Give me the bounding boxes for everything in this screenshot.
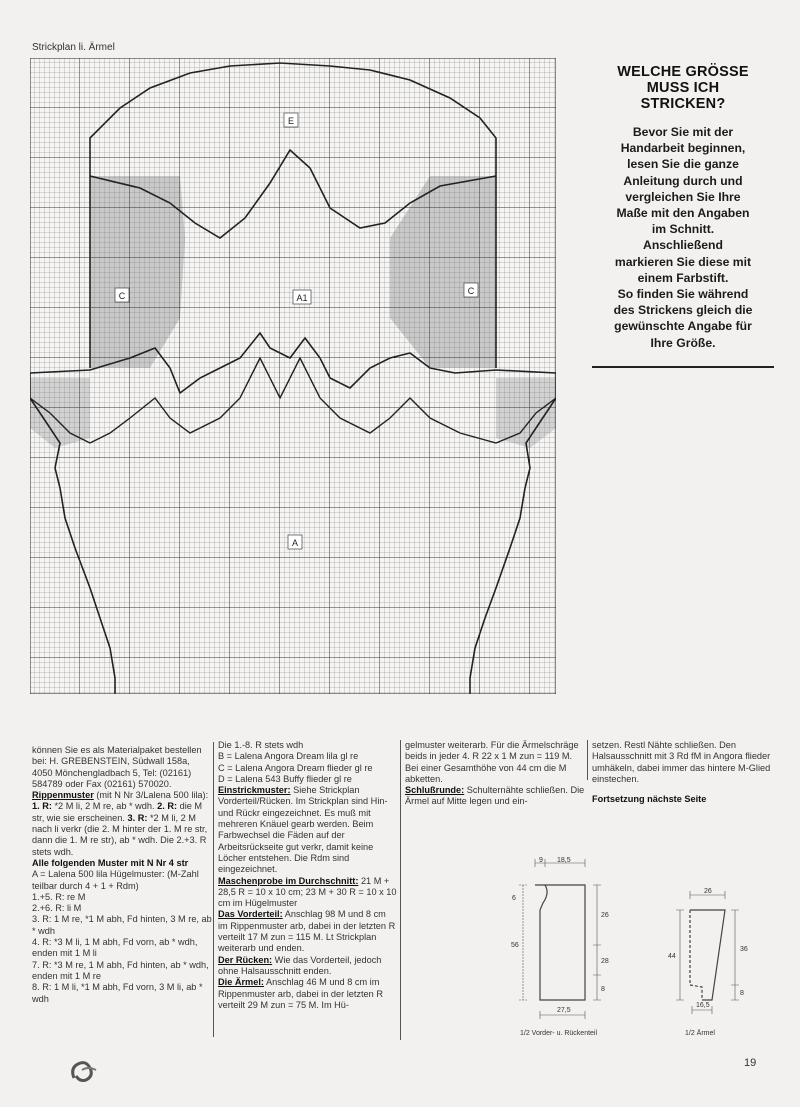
column-divider <box>400 740 401 1040</box>
dim-9: 9 <box>539 857 543 864</box>
label-e: E <box>287 116 295 126</box>
back-paragraph: Der Rücken: Wie das Vorderteil, jedoch ohne Halsausschnitt enden. <box>218 954 382 976</box>
size-info-rule <box>592 366 774 368</box>
pattern-row: 7. R: *3 M re, 1 M abh, Fd hinten, ab * wdh, enden mit 1 M re <box>32 959 209 981</box>
sleeve-dim-36: 36 <box>740 946 748 953</box>
dim-26: 26 <box>601 912 609 919</box>
dim-27-5: 27,5 <box>557 1007 571 1014</box>
sleeve-dim-26: 26 <box>704 888 712 895</box>
front-paragraph: Das Vorderteil: Anschlag 98 M und 8 cm im Rippenmuster arb, dabei in der letzten R verteilt 17 M zun = 115 M. Lt Strickplan weiterarb und enden. <box>218 909 396 954</box>
size-info-heading: WELCHE GRÖSSE MUSS ICH STRICKEN? <box>617 64 749 112</box>
dim-6: 6 <box>512 895 516 902</box>
column-divider <box>587 740 588 780</box>
dim-8: 8 <box>601 986 605 993</box>
label-a: A <box>291 538 299 548</box>
size-info-box <box>592 58 774 370</box>
pattern-row: 1.+5. R: re M <box>32 891 86 902</box>
pattern-line: B = Lalena Angora Dream lila gl re <box>218 751 359 762</box>
sleeve-dim-8: 8 <box>740 990 744 997</box>
sleeve-dim-16-5: 16,5 <box>696 1002 710 1009</box>
rib-pattern-paragraph: Rippenmuster (mit N Nr 3/Lalena 500 lila): 1. R: *2 M li, 2 M re, ab * wdh. 2. R: die M str, wie sie erscheinen. 3. R: *2 M li, 2 M nach li verkr (die 2. M hinter der 1. M re str, dann die 1. M re str), ab * wdh. Die 2.+3. R stets wdh. <box>32 790 209 857</box>
text-column-2 <box>218 740 398 1011</box>
dim-56: 56 <box>511 942 519 949</box>
pattern-line: C = Lalena Angora Dream flieder gl re <box>218 762 373 773</box>
pattern-a-line: A = Lalena 500 lila Hügelmuster: (M-Zahl teilbar durch 4 + 1 + Rdm) <box>32 869 199 891</box>
text-column-1 <box>32 745 212 1005</box>
einstrick-paragraph: Einstrickmuster: Siehe Strickplan Vorderteil/Rücken. Im Strickplan sind Hin- und Rückr eingezeichnet. Es muß mit mehreren Knäuel gearb werden. Beim Farbwechsel die Fäden auf der Arbeitsrückseite gut verkr, damit keine Löcher entstehen. Die Rdm sind eingezeichnet. <box>218 785 388 875</box>
column-divider <box>213 742 214 1037</box>
pattern-row: 2.+6. R: li M <box>32 903 82 914</box>
finishing-paragraph: Schlußrunde: Schulternähte schließen. Die Ärmel auf Mitte legen und ein- <box>405 785 585 807</box>
sleeve-continued: gelmuster weiterarb. Für die Ärmelschräge beids in jeder 4. R 22 x 1 M zun = 119 M. Bei einer Gesamthöhe von 44 cm die M abketten. <box>405 740 579 784</box>
finishing-continued: setzen. Restl Nähte schließen. Den Halsausschnitt mit 3 Rd fM in Angora flieder umhäkeln, dabei immer das hintere M-Glied einstechen. <box>592 740 771 784</box>
size-info-body: Bevor Sie mit der Handarbeit beginnen, lesen Sie die ganze Anleitung durch und vergleichen Sie Ihre Maße mit den Angaben im Schnitt. Anschließend markieren Sie diese mit einem Farbstift. So finden Sie während des Strickens gleich die gewünschte Angabe für Ihre Größe. <box>613 125 753 350</box>
sleeves-paragraph: Die Ärmel: Anschlag 46 M und 8 cm im Rippenmuster arb, dabei in der letzten R verteilt 29 M zun = 75 M. Im Hü- <box>218 977 383 1010</box>
dim-28: 28 <box>601 958 609 965</box>
text-column-3 <box>405 740 585 808</box>
sleeve-diagram <box>660 885 760 1045</box>
all-patterns-heading: Alle folgenden Muster mit N Nr 4 str <box>32 857 189 868</box>
label-c-right: C <box>467 286 475 296</box>
chart-title: Strickplan li. Ärmel <box>32 42 115 53</box>
label-c-left: C <box>118 291 126 301</box>
pattern-row: 4. R: *3 M li, 1 M abh, Fd vorn, ab * wdh, enden mit 1 M li <box>32 937 198 959</box>
continued-note: Fortsetzung nächste Seite <box>592 794 707 805</box>
page-number: 19 <box>744 1057 757 1069</box>
pattern-line: D = Lalena 543 Buffy flieder gl re <box>218 773 352 784</box>
pattern-line: Die 1.-8. R stets wdh <box>218 740 304 750</box>
knitting-chart <box>30 58 556 694</box>
publisher-logo-icon <box>68 1058 102 1084</box>
body-piece-diagram <box>505 855 615 1045</box>
sleeve-caption: 1/2 Ärmel <box>685 1030 715 1037</box>
body-piece-caption: 1/2 Vorder- u. Rückenteil <box>520 1030 598 1037</box>
gauge-paragraph: Maschenprobe im Durchschnitt: 21 M + 28,5 R = 10 x 10 cm; 23 M + 30 R = 10 x 10 cm im Hügelmuster <box>218 875 397 909</box>
pattern-row: 3. R: 1 M re, *1 M abh, Fd hinten, 3 M re, ab * wdh <box>32 914 212 936</box>
material-order-paragraph: können Sie es als Materialpaket bestellen bei: H. GREBENSTEIN, Südwall 158a, 4050 Mönchengladbach 5, Tel: (02161) 584789 oder Fax (02161) 570020. <box>32 745 202 789</box>
label-a1: A1 <box>296 293 308 303</box>
text-column-4 <box>592 740 772 805</box>
dim-18-5: 18,5 <box>557 857 571 864</box>
sleeve-dim-44: 44 <box>668 953 676 960</box>
pattern-row: 8. R: 1 M li, *1 M abh, Fd vorn, 3 M li, ab * wdh <box>32 982 203 1004</box>
